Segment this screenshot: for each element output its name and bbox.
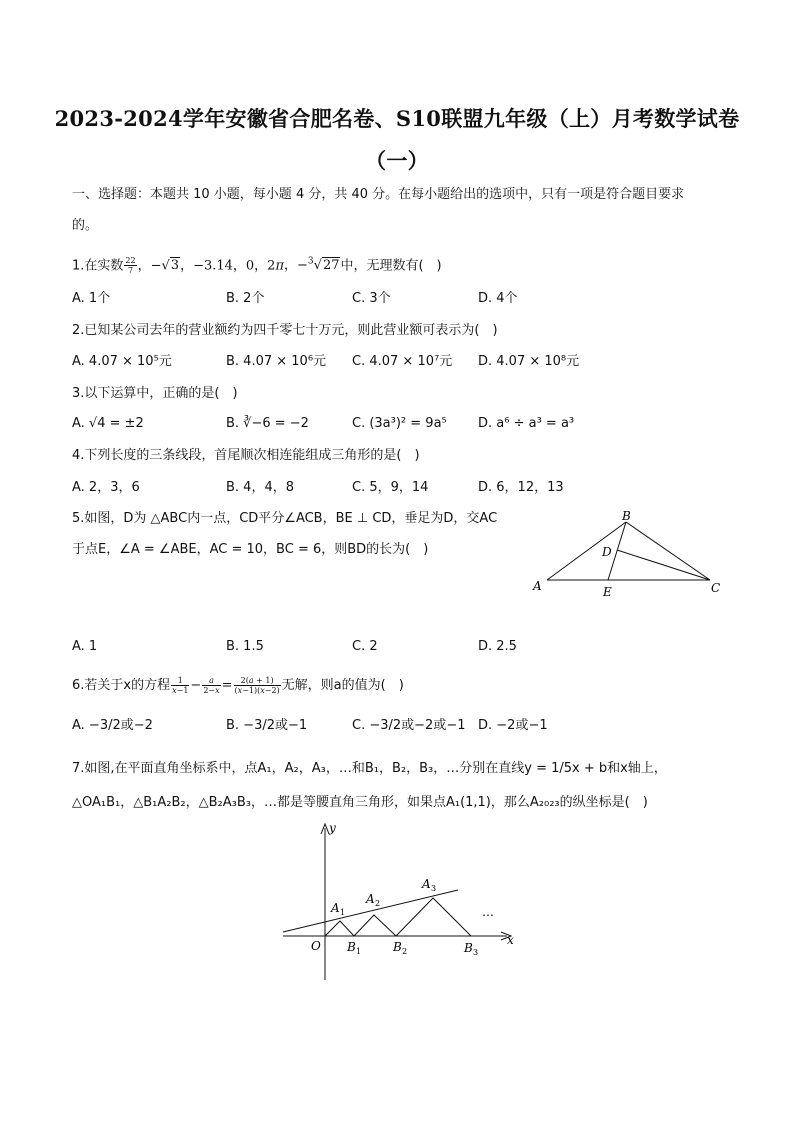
q4-option-c[interactable]: C. 5，9，14 — [352, 480, 429, 495]
label-b2-sub: 2 — [402, 947, 408, 956]
q5-option-a[interactable]: A. 1 — [72, 639, 98, 654]
label-ellipsis: … — [482, 905, 494, 919]
q2-option-d[interactable]: D. 4.07 × 10⁸元 — [478, 354, 580, 369]
q1-suffix: 中，无理数有( ) — [340, 258, 442, 274]
label-b3-sub: 3 — [473, 948, 479, 957]
label-d: D — [602, 545, 612, 559]
q6-option-d[interactable]: D. −2或−1 — [478, 718, 548, 733]
question-5: 5.如图，D为 △ABC内一点，CD平分∠ACB，BE ⊥ CD，垂足为D，交AC — [72, 511, 498, 526]
q1-option-d[interactable]: D. 4个 — [478, 291, 518, 306]
question-6: 6.若关于x的方程 $\frac{1}{x-1}$ − $\frac{a}{2-x}$ = $\frac{2(a + 1)}{(x-1)(x-2)}$ 无解，则a的值为( ) — [72, 676, 404, 695]
question-1: 1.在实数 $\frac{22}{7}$ ，−√3，−3.14，0，2π，−$^3$√27中，无理数有( ) — [72, 256, 442, 276]
q5-triangle-figure — [525, 508, 730, 603]
q2-option-a[interactable]: A. 4.07 × 10⁵元 — [72, 354, 172, 369]
label-a2: A — [366, 892, 375, 906]
section-header-cont: 的。 — [72, 218, 99, 233]
q1-option-b[interactable]: B. 2个 — [226, 291, 265, 306]
q4-option-b[interactable]: B. 4，4，8 — [226, 480, 294, 495]
q1-option-a[interactable]: A. 1个 — [72, 291, 111, 306]
q6-prefix: 6.若关于x的方程 — [72, 678, 171, 693]
q5-option-c[interactable]: C. 2 — [352, 639, 378, 654]
section-header: 一、选择题：本题共 10 小题，每小题 4 分，共 40 分。在每小题给出的选项中，只有一项是符合题目要求 — [72, 187, 685, 202]
question-7-cont: △OA₁B₁，△B₁A₂B₂，△B₂A₃B₃，…都是等腰直角三角形，如果点A₁(1,1)，那么A₂₀₂₃的纵坐标是( ) — [72, 795, 648, 810]
q1-prefix: 1.在实数 — [72, 258, 124, 274]
label-c: C — [711, 581, 721, 595]
q1-option-c[interactable]: C. 3个 — [352, 291, 391, 306]
question-3: 3.以下运算中，正确的是( ) — [72, 386, 238, 401]
q6-option-b[interactable]: B. −3/2或−1 — [226, 718, 308, 733]
q3-option-b[interactable]: B. ∛−6 = −2 — [226, 416, 309, 431]
label-a: A — [533, 579, 542, 593]
q3-option-d[interactable]: D. a⁶ ÷ a³ = a³ — [478, 416, 575, 431]
segment-bc — [626, 522, 710, 580]
triangle-b2a3b3 — [396, 898, 471, 936]
q1-fraction: $\frac{22}{7}$ — [125, 256, 136, 276]
label-o: O — [311, 939, 321, 953]
label-b2: B — [393, 940, 402, 954]
label-b3: B — [464, 941, 473, 955]
q5-option-d[interactable]: D. 2.5 — [478, 639, 517, 654]
q2-option-c[interactable]: C. 4.07 × 10⁷元 — [352, 354, 453, 369]
q4-option-d[interactable]: D. 6，12，13 — [478, 480, 564, 495]
question-5-cont: 于点E，∠A = ∠ABE，AC = 10，BC = 6，则BD的长为( ) — [72, 542, 429, 557]
label-a3: A — [422, 877, 431, 891]
q3-option-c[interactable]: C. (3a³)² = 9a⁵ — [352, 416, 447, 431]
question-7: 7.如图,在平面直角坐标系中，点A₁，A₂，A₃，…和B₁，B₂，B₃，…分别在直线y = 1/5x + b和x轴上， — [72, 761, 667, 776]
label-e: E — [603, 585, 612, 599]
triangle-oa1b1 — [325, 921, 354, 936]
segment-ab — [547, 522, 626, 580]
label-a3-sub: 3 — [431, 884, 437, 893]
label-a1: A — [331, 901, 340, 915]
q6-option-c[interactable]: C. −3/2或−2或−1 — [352, 718, 466, 733]
q6-suffix: 无解，则a的值为( ) — [281, 678, 404, 693]
q4-option-a[interactable]: A. 2，3，6 — [72, 480, 140, 495]
page-title: 2023-2024学年安徽省合肥名卷、S10联盟九年级（上）月考数学试卷 — [54, 106, 740, 131]
page-subtitle: （一） — [365, 148, 429, 173]
question-4: 4.下列长度的三条线段，首尾顺次相连能组成三角形的是( ) — [72, 448, 420, 463]
q6-option-a[interactable]: A. −3/2或−2 — [72, 718, 153, 733]
label-x: x — [507, 933, 514, 947]
triangle-b1a2b2 — [354, 915, 396, 936]
q3-option-a[interactable]: A. √4 = ±2 — [72, 416, 144, 431]
label-a2-sub: 2 — [375, 899, 381, 908]
label-b1-sub: 1 — [356, 947, 362, 956]
label-y: y — [329, 821, 336, 835]
q2-option-b[interactable]: B. 4.07 × 10⁶元 — [226, 354, 327, 369]
question-2: 2.已知某公司去年的营业额约为四千零七十万元，则此营业额可表示为( ) — [72, 323, 498, 338]
label-a1-sub: 1 — [340, 908, 346, 917]
q7-coordinate-figure — [275, 820, 525, 985]
segment-cd — [617, 550, 710, 580]
q5-option-b[interactable]: B. 1.5 — [226, 639, 264, 654]
label-b1: B — [347, 940, 356, 954]
label-b: B — [622, 509, 631, 523]
